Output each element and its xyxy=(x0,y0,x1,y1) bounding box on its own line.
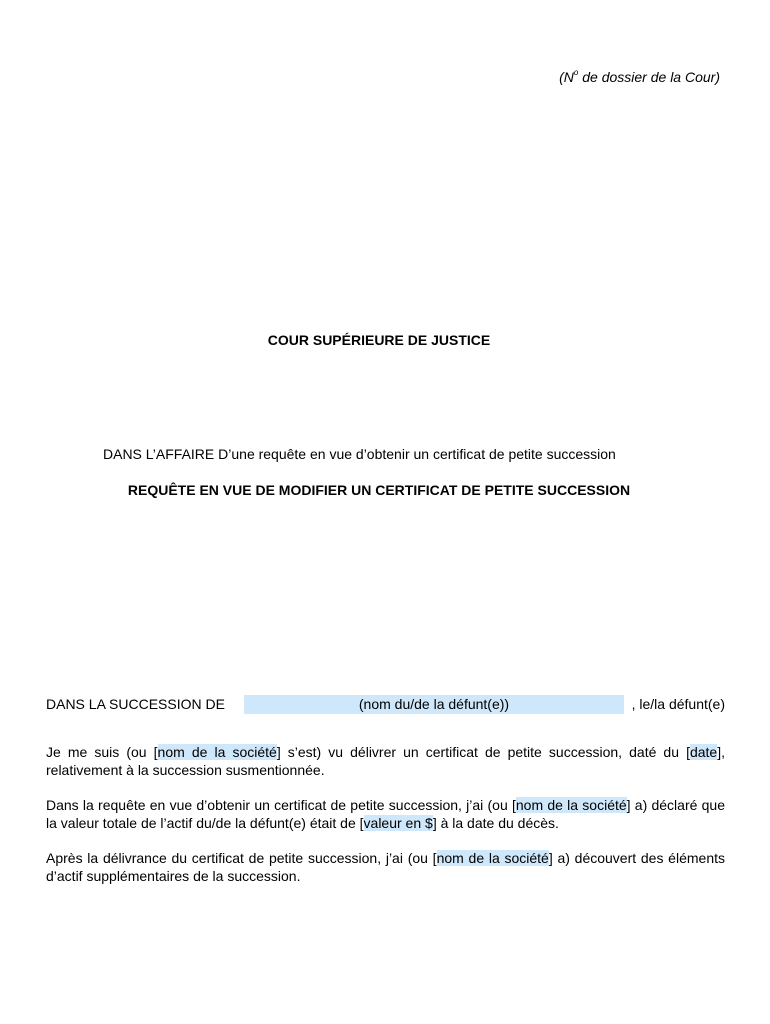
company-name-field[interactable]: nom de la société xyxy=(436,850,549,866)
company-name-field[interactable]: nom de la société xyxy=(157,744,277,760)
value-field[interactable]: valeur en $ xyxy=(363,815,433,831)
estate-label: DANS LA SUCCESSION DE xyxy=(46,696,225,712)
matter-line: DANS L’AFFAIRE D’une requête en vue d’obtenir un certificat de petite succession xyxy=(103,446,616,462)
deceased-name-field[interactable]: (nom du/de la défunt(e)) xyxy=(244,695,624,714)
court-file-number: ($N^o$ de dossier de la Cour) xyxy=(559,68,720,85)
paragraph-additional-assets: Après la délivrance du certificat de petite succession, j’ai (ou [nom de la société] a) découvert des éléments d’actif supplémentaires de la succession. xyxy=(46,850,725,884)
estate-line xyxy=(46,695,725,715)
paragraph-declared-value: Dans la requête en vue d’obtenir un certificat de petite succession, j’ai (ou [nom de la société] a) déclaré que la valeur totale de l’actif du/de la défunt(e) était de [valeur en $] à la date du décès. xyxy=(46,797,725,831)
date-field[interactable]: date xyxy=(689,744,718,760)
document-title: REQUÊTE EN VUE DE MODIFIER UN CERTIFICAT DE PETITE SUCCESSION xyxy=(127,482,631,498)
estate-suffix: , le/la défunt(e) xyxy=(631,696,725,712)
paragraph-certificate-issued: Je me suis (ou [nom de la société] s’est) vu délivrer un certificat de petite succession, daté du [date], relativement à la succession susmentionnée. xyxy=(46,744,725,778)
court-name: COUR SUPÉRIEURE DE JUSTICE xyxy=(267,332,491,348)
company-name-field[interactable]: nom de la société xyxy=(515,797,627,813)
